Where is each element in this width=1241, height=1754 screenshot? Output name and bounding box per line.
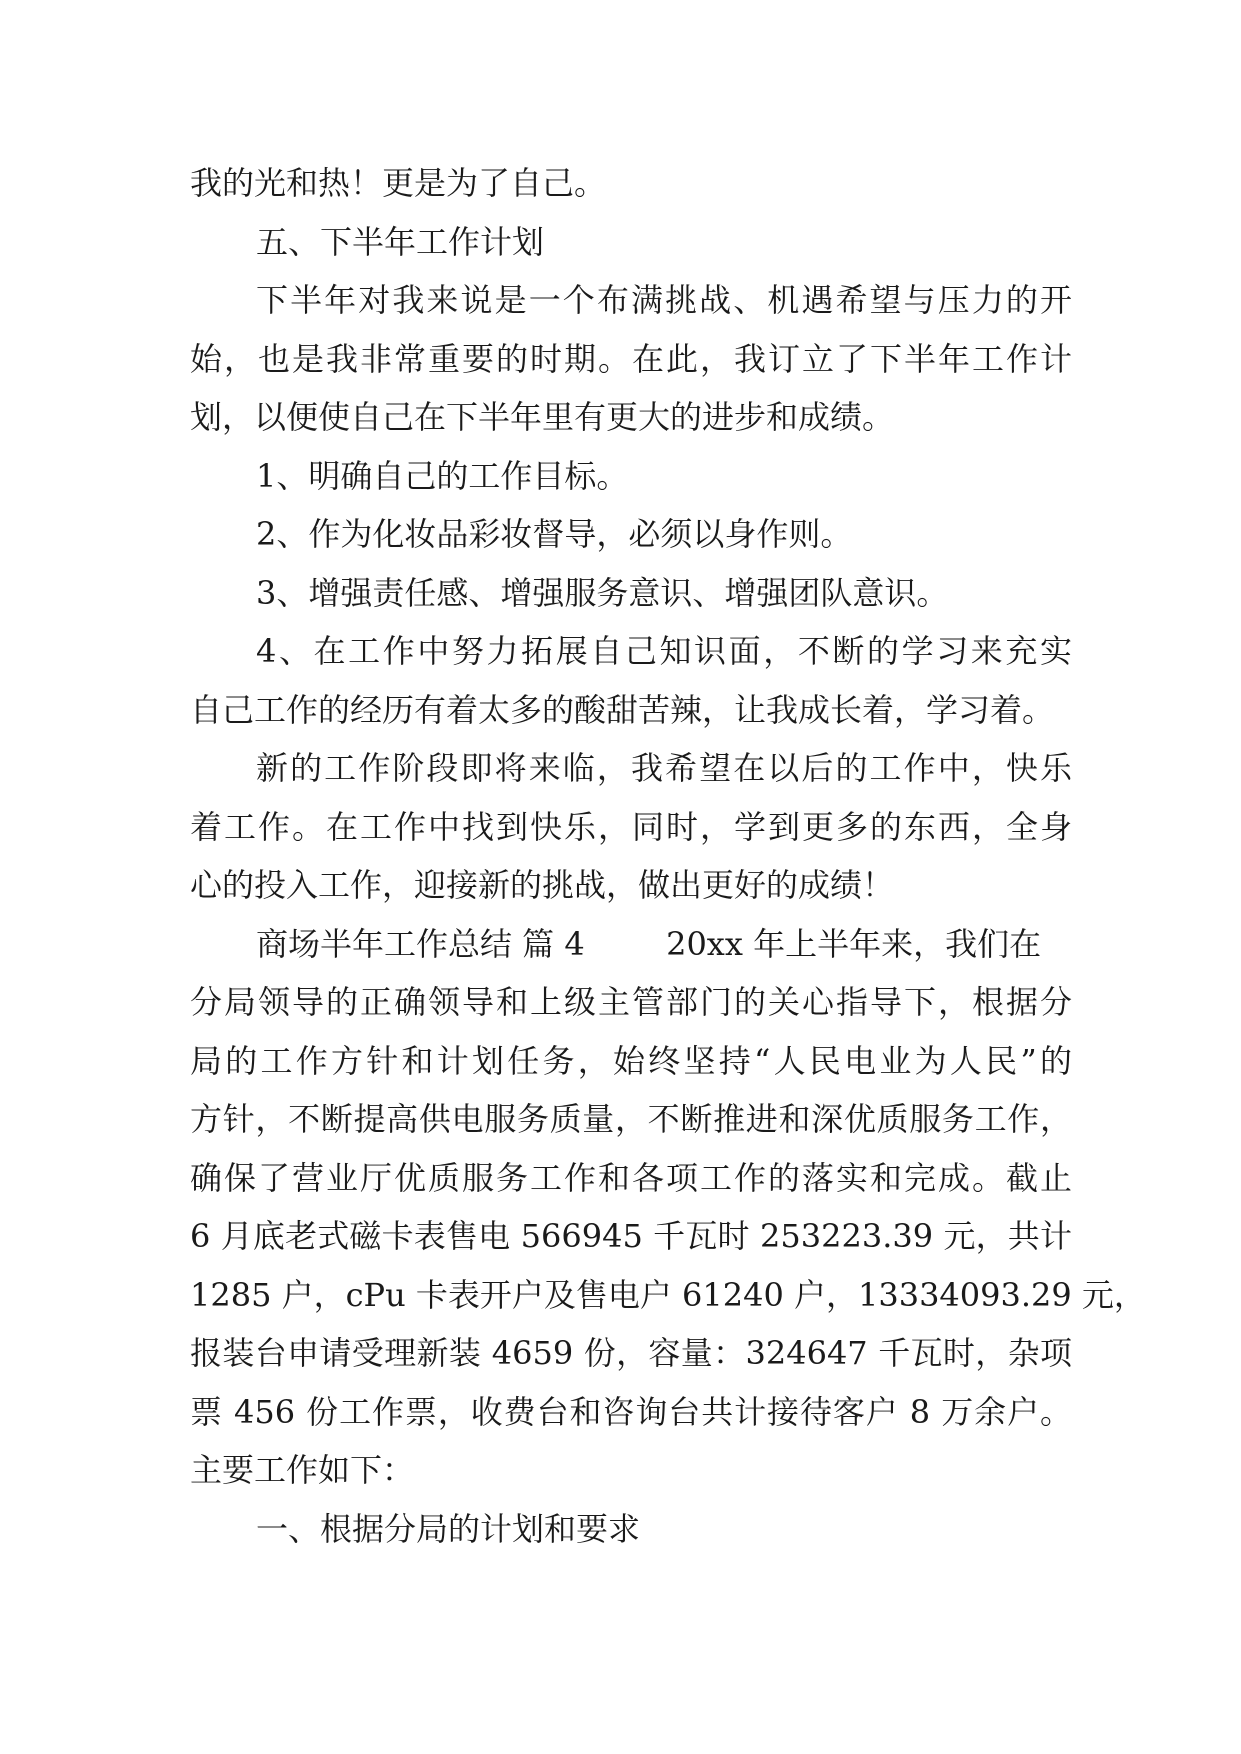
paragraph-continuation [190, 154, 1072, 213]
text-line: 3、增强责任感、增强服务意识、增强团队意识。 [256, 573, 949, 612]
text-line: 始，也是我非常重要的时期。在此，我订立了下半年工作计 [190, 339, 1072, 378]
text-line: 方针，不断提高供电服务质量，不断推进和深优质服务工作， [190, 1100, 1072, 1138]
list-item [190, 447, 1072, 506]
text-line: 着工作。在工作中找到快乐，同时，学到更多的东西，全身 [190, 807, 1072, 846]
text-line: 1285 户，cPu 卡表开户及售电户 61240 户，13334093.29 元， [190, 1275, 1146, 1314]
text-line: 2、作为化妆品彩妆督导，必须以身作则。 [256, 515, 853, 553]
text-line: 1、明确自己的工作目标。 [256, 456, 629, 495]
text-line: 心的投入工作，迎接新的挑战，做出更好的成绩！ [190, 866, 895, 904]
text-line: 划，以便使自己在下半年里有更大的进步和成绩。 [190, 398, 895, 436]
paragraph [190, 739, 1072, 915]
text-line: 6 月底老式磁卡表售电 566945 千瓦时 253223.39 元，共计 [190, 1217, 1072, 1255]
text-line: 一、根据分局的计划和要求 [256, 1509, 641, 1548]
text-line: 票 456 份工作票，收费台和咨询台共计接待客户 8 万余户。 [190, 1392, 1072, 1431]
section-heading [190, 1500, 1072, 1559]
text-line: 4、在工作中努力拓展自己知识面，不断的学习来充实 [256, 632, 1072, 670]
text-line: 主要工作如下： [190, 1451, 415, 1489]
text-line: 局的工作方针和计划任务，始终坚持“人民电业为人民”的 [190, 1041, 1072, 1080]
list-item [190, 564, 1072, 623]
paragraph [190, 271, 1072, 447]
document-body [190, 154, 1146, 1558]
text-line: 新的工作阶段即将来临，我希望在以后的工作中，快乐 [256, 749, 1072, 787]
text-line: 五、下半年工作计划 [256, 222, 545, 261]
list-item [190, 622, 1072, 739]
list-item [190, 505, 1072, 564]
text-line: 分局领导的正确领导和上级主管部门的关心指导下，根据分 [190, 983, 1072, 1021]
text-line: 商场半年工作总结 篇 4 20xx 年上半年来，我们在 [256, 924, 1042, 963]
text-line: 确保了营业厅优质服务工作和各项工作的落实和完成。截止 [190, 1158, 1072, 1197]
section-heading [190, 213, 1072, 272]
paragraph [190, 915, 1146, 1500]
text-line: 我的光和热！更是为了自己。 [190, 164, 607, 202]
text-line: 报装台申请受理新装 4659 份，容量：324647 千瓦时，杂项 [190, 1334, 1072, 1372]
text-line: 下半年对我来说是一个布满挑战、机遇希望与压力的开 [256, 281, 1072, 319]
text-line: 自己工作的经历有着太多的酸甜苦辣，让我成长着，学习着。 [190, 690, 1055, 729]
